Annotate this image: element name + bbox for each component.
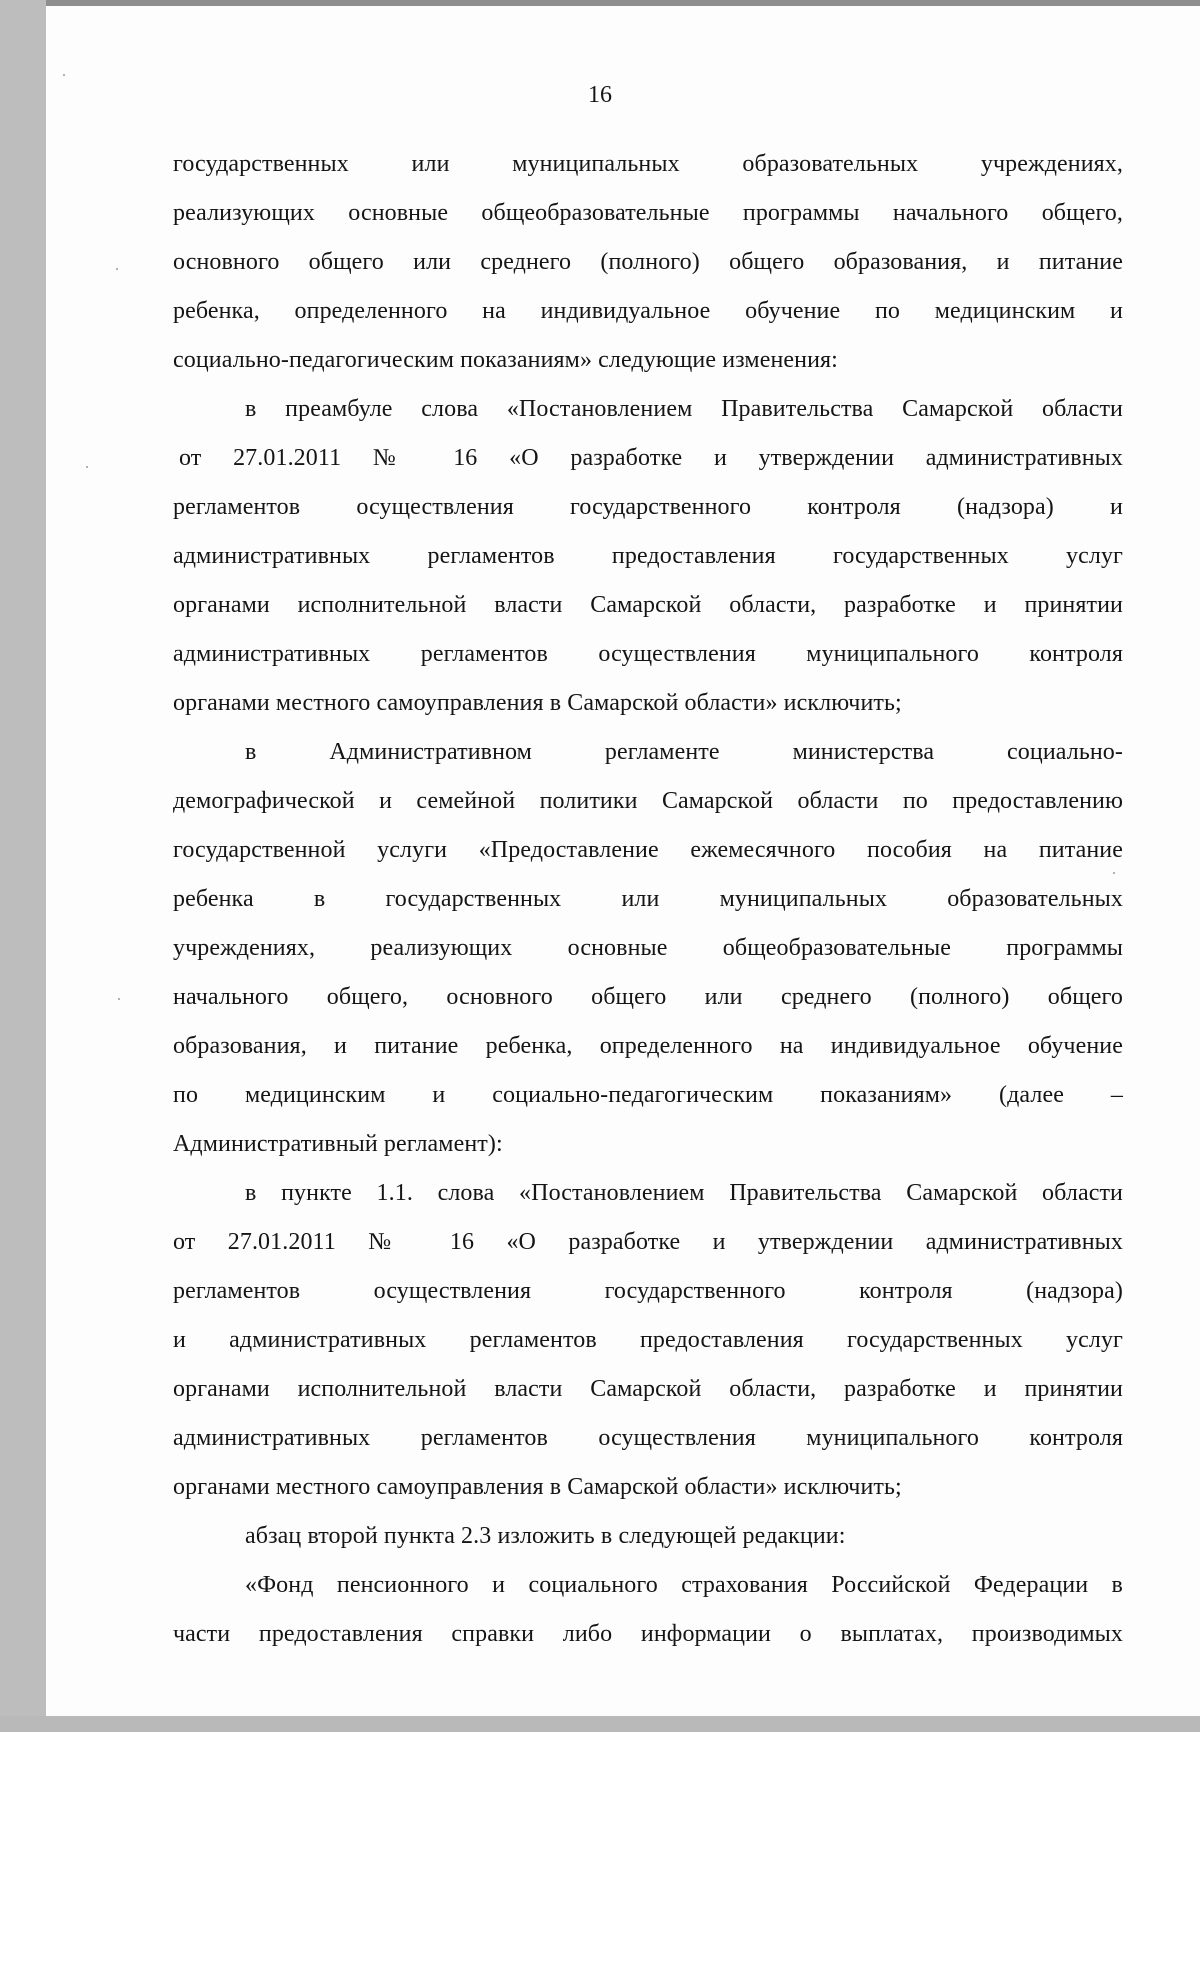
text-line: государственных или муниципальных образовательных учреждениях, xyxy=(173,151,1123,177)
paragraph xyxy=(173,385,1123,728)
text-line: образования, и питание ребенка, определенного на индивидуальное обучение xyxy=(173,1033,1123,1059)
text-line: органами исполнительной власти Самарской области, разработке и принятии xyxy=(173,592,1123,618)
text-line: «Фонд пенсионного и социального страхования Российской Федерации в xyxy=(245,1572,1123,1598)
scan-speck xyxy=(63,74,65,76)
document-body xyxy=(173,140,1123,1659)
text-line: от 27.01.2011 № 16 «О разработке и утверждении административных xyxy=(179,445,1123,471)
text-line: в Административном регламенте министерства социально- xyxy=(245,739,1123,765)
text-line: ребенка, определенного на индивидуальное обучение по медицинским и xyxy=(173,298,1123,324)
text-line: социально-педагогическим показаниям» следующие изменения: xyxy=(173,347,838,373)
text-line: по медицинским и социально-педагогическим показаниям» (далее – xyxy=(173,1082,1123,1108)
text-line: в пункте 1.1. слова «Постановлением Правительства Самарской области xyxy=(245,1180,1123,1206)
paragraph xyxy=(173,1512,1123,1561)
text-line: государственной услуги «Предоставление ежемесячного пособия на питание xyxy=(173,837,1123,863)
paragraph xyxy=(173,728,1123,1169)
text-line: основного общего или среднего (полного) общего образования, и питание xyxy=(173,249,1123,275)
text-line: регламентов осуществления государственного контроля (надзора) и xyxy=(173,494,1123,520)
text-line: органами исполнительной власти Самарской области, разработке и принятии xyxy=(173,1376,1123,1402)
text-line: ребенка в государственных или муниципальных образовательных xyxy=(173,886,1123,912)
text-line: и административных регламентов предоставления государственных услуг xyxy=(173,1327,1123,1353)
text-line: регламентов осуществления государственного контроля (надзора) xyxy=(173,1278,1123,1304)
text-line: Административный регламент): xyxy=(173,1131,503,1157)
scan-speck xyxy=(116,268,118,270)
scan-bottom-edge xyxy=(0,1716,1200,1732)
text-line: административных регламентов осуществления муниципального контроля xyxy=(173,641,1123,667)
text-line: реализующих основные общеобразовательные программы начального общего, xyxy=(173,200,1123,226)
paragraph xyxy=(173,1561,1123,1659)
text-line: в преамбуле слова «Постановлением Правительства Самарской области xyxy=(245,396,1123,422)
text-line: органами местного самоуправления в Самарской области» исключить; xyxy=(173,690,902,716)
text-line: абзац второй пункта 2.3 изложить в следующей редакции: xyxy=(245,1523,846,1549)
scan-speck xyxy=(118,998,120,1000)
text-line: от 27.01.2011 № 16 «О разработке и утверждении административных xyxy=(173,1229,1123,1255)
paragraph xyxy=(173,1169,1123,1512)
scan-left-margin xyxy=(0,0,46,1732)
text-line: учреждениях, реализующих основные общеобразовательные программы xyxy=(173,935,1123,961)
text-line: органами местного самоуправления в Самарской области» исключить; xyxy=(173,1474,902,1500)
text-line: демографической и семейной политики Самарской области по предоставлению xyxy=(173,788,1123,814)
text-line: административных регламентов предоставления государственных услуг xyxy=(173,543,1123,569)
scan-speck xyxy=(86,466,88,468)
text-line: части предоставления справки либо информации о выплатах, производимых xyxy=(173,1621,1123,1647)
page-number: 16 xyxy=(588,82,612,108)
text-line: начального общего, основного общего или среднего (полного) общего xyxy=(173,984,1123,1010)
text-line: административных регламентов осуществления муниципального контроля xyxy=(173,1425,1123,1451)
paragraph xyxy=(173,140,1123,385)
